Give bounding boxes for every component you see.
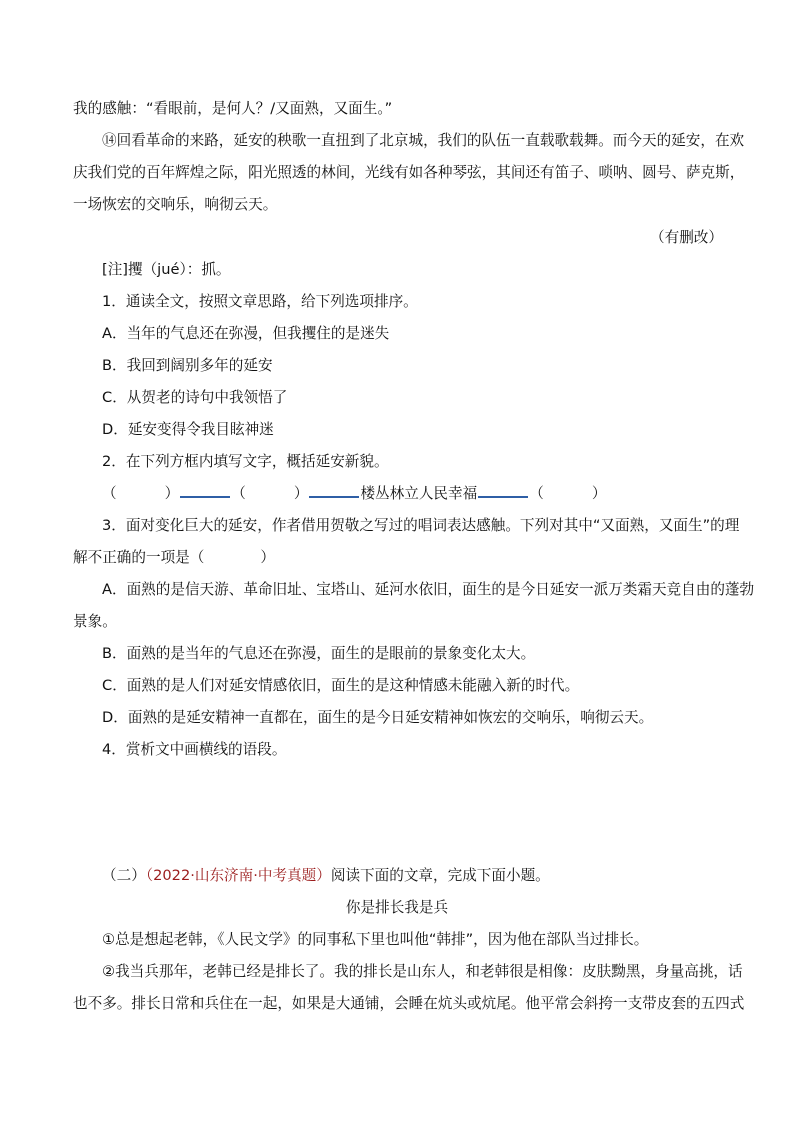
option-a: A．当年的气息还在弥漫，但我攫住的是迷失: [102, 325, 390, 342]
arrow-line: [478, 483, 528, 498]
paragraph-line: 我的感触：“看眼前，是何人？/又面熟，又面生。”: [73, 100, 393, 117]
paragraph-line: 也不多。排长日常和兵住在一起，如果是大通铺，会睡在炕头或炕尾。他平常会斜挎一支带皮套的五四式: [73, 995, 745, 1012]
paragraph-line: ⑭回看革命的来路，延安的秧歌一直扭到了北京城，我们的队伍一直载歌载舞。而今天的延安，在欢: [102, 132, 745, 149]
question-3: 3．面对变化巨大的延安，作者借用贺敬之写过的唱词表达感触。下列对其中“又面熟，又面生”的理: [102, 517, 740, 534]
paragraph-line: 一场恢宏的交响乐，响彻云天。: [73, 196, 278, 213]
arrow-line: [309, 483, 359, 498]
option-a-cont: 景象。: [73, 613, 117, 630]
paragraph-line: 庆我们党的百年辉煌之际，阳光照透的林间，光线有如各种琴弦，其间还有笛子、唢呐、圆号、萨克斯，: [73, 164, 745, 181]
paragraph-line: ②我当兵那年，老韩已经是排长了。我的排长是山东人，和老韩很是相像：皮肤黝黑，身量高挑，话: [102, 963, 743, 980]
option-c: C．从贺老的诗句中我领悟了: [102, 389, 288, 406]
bracket-open: （: [529, 485, 544, 502]
fill-in-flow: [102, 483, 606, 504]
bracket-close: ）: [293, 485, 309, 502]
source-tag: （2022·山东济南·中考真题）: [145, 867, 331, 884]
annotation-note: [注]攫（jué）：抓。: [102, 261, 231, 278]
question-3-cont: 解不正确的一项是（ ）: [73, 549, 275, 566]
paragraph-line: ①总是想起老韩，《人民文学》的同事私下里也叫他“韩排”，因为他在部队当过排长。: [102, 931, 649, 948]
bracket-close: ）: [164, 485, 180, 502]
section-instruction: 阅读下面的文章，完成下面小题。: [330, 867, 550, 884]
section-number: （二）: [102, 867, 146, 884]
arrow-line: [180, 483, 230, 498]
option-b: B．我回到阔别多年的延安: [102, 357, 273, 374]
question-4: 4．赏析文中画横线的语段。: [102, 741, 287, 758]
question-2: 2．在下列方框内填写文字，概括延安新貌。: [102, 453, 389, 470]
question-1: 1．通读全文，按照文章思路，给下列选项排序。: [102, 293, 418, 310]
option-d: D．延安变得令我目眩神迷: [102, 421, 274, 438]
article-title: 你是排长我是兵: [345, 899, 449, 916]
option-c: C．面熟的是人们对延安情感依旧，面生的是这种情感未能融入新的时代。: [102, 677, 580, 694]
edit-note: （有删改）: [650, 229, 723, 246]
bracket-open: （: [102, 485, 117, 502]
bracket-open: （: [231, 485, 246, 502]
fill-text: 楼丛林立人民幸福: [360, 485, 478, 502]
bracket-close: ）: [591, 485, 607, 502]
option-a: A．面熟的是信天游、革命旧址、宝塔山、延河水依旧，面生的是今日延安一派万类霜天竞自由的蓬勃: [102, 581, 755, 598]
option-b: B．面熟的是当年的气息还在弥漫，面生的是眼前的景象变化太大。: [102, 645, 536, 662]
section-heading: [102, 866, 550, 886]
option-d: D．面熟的是延安精神一直都在，面生的是今日延安精神如恢宏的交响乐，响彻云天。: [102, 709, 654, 726]
